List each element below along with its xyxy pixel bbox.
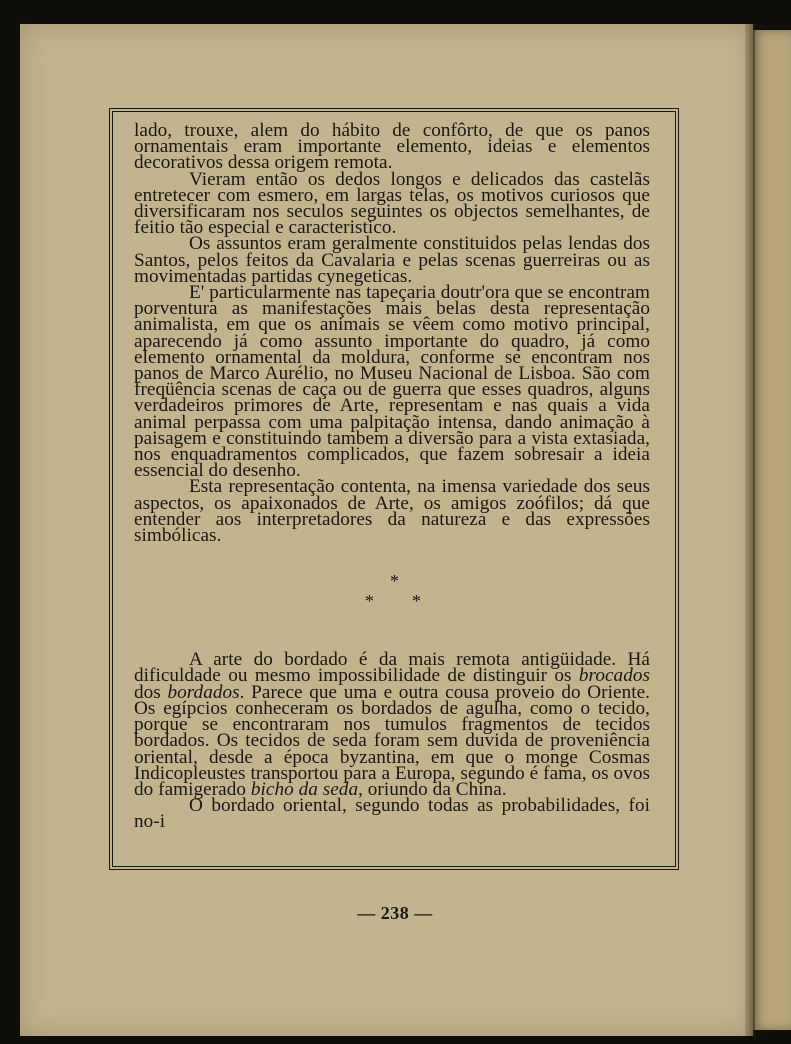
paragraph: Os assuntos eram geralmente constituidos pelas lendas dos Santos, pelos feitos da Cavalaria e pelas scenas guerreiras ou as movimentadas partidas cynegeticas. bbox=[134, 233, 650, 287]
paragraph: lado, trouxe, alem do hábito de confôrto, de que os panos ornamentais eram importante elemento, ideias e elementos decorativos dessa origem remota. bbox=[134, 120, 650, 174]
italic-bordados: bordados bbox=[167, 681, 240, 703]
text-run: dos bbox=[134, 681, 168, 703]
paragraph-last: O bordado oriental, segundo todas as probabilidades, foi no-i bbox=[134, 795, 650, 833]
text-run: , oriundo da China. bbox=[358, 778, 507, 800]
italic-brocados: brocados bbox=[578, 665, 650, 687]
adjacent-page-edge bbox=[752, 30, 791, 1030]
asterisk-right: * bbox=[412, 591, 422, 612]
paragraph-bordado bbox=[134, 649, 651, 800]
italic-bicho-da-seda: bicho da seda bbox=[250, 778, 359, 800]
page-number: — 238 — bbox=[357, 903, 433, 923]
asterisk-left: * bbox=[365, 591, 375, 612]
main-text bbox=[134, 120, 651, 833]
asterisk-top: * bbox=[390, 571, 400, 592]
paragraph: Vieram então os dedos longos e delicados das castelãs entretecer com esmero, em largas telas, os motivos curiosos que diversificaram nos seculos seguintes os objectos semelhantes, de feitio tão especial e caracteristico. bbox=[134, 168, 650, 239]
paragraph: Esta representação contenta, na imensa variedade dos seus aspectos, os apaixonados de Arte, os amigos zoófilos; dá que entender aos interpretadores da natureza e das expressões simbólicas. bbox=[134, 476, 650, 547]
paragraph: E' particularmente nas tapeçaria doutr'ora que se encontram porventura as manifestações mais belas desta representação animalista, em que os animais se vêem como motivo principal, aparecendo já como assunto importante do quadro, já como elemento ornamental da moldura, conforme se encontram nos panos de Marco Aurélio, no Museu Nacional de Lisboa. São com freqüência scenas de caça ou de guerra que esses quadros, alguns verdadeiros primores de Arte, representam e nas quais a vida animal perpassa com uma palpitação intensa, dando animação à paisagem e constituindo tambem a diversão para a vista extasiada, nos enquadramentos complicados, que fazem sobresair a ideia essencial do desenho. bbox=[134, 282, 650, 482]
section-separator bbox=[134, 568, 650, 652]
text-run: A arte do bordado é da mais remota antigüidade. Há dificuldade ou mesmo impossibilidade de distinguir os bbox=[134, 649, 650, 687]
page-gutter bbox=[745, 24, 755, 1036]
text-run: . Parece que uma e outra cousa proveio do Oriente. Os egípcios conheceram os bordados de agulha, como o tecido, porque se encontraram nos tumulos fragmentos de tecidos bordados. Os tecidos de seda foram sem duvida de proveniência oriental, desde a época byzantina, em que o monge Cosmas Indicopleustes transportou para a Europa, segundo é fama, os ovos do famigerado bbox=[134, 681, 651, 800]
